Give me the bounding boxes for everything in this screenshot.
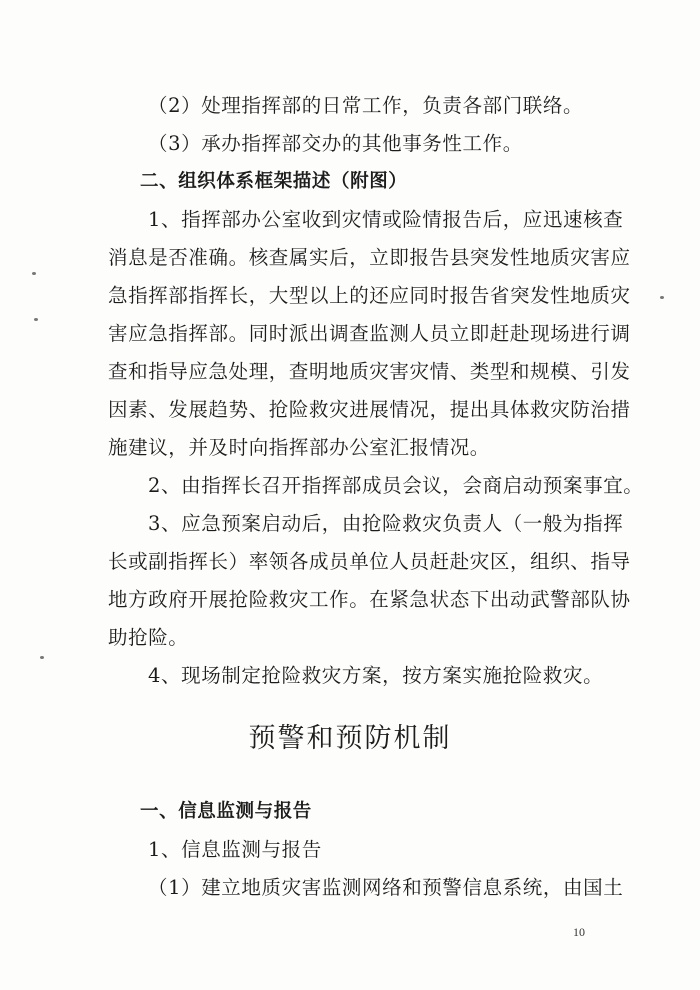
paragraph-line: 地方政府开展抢险救灾工作。在紧急状态下出动武警部队协 bbox=[108, 588, 631, 611]
paragraph-line: 4、现场制定抢险救灾方案，按方案实施抢险救灾。 bbox=[148, 664, 604, 687]
paragraph-line: 施建议，并及时向指挥部办公室汇报情况。 bbox=[108, 436, 490, 459]
page-number: 10 bbox=[573, 925, 585, 939]
section-heading: 二、组织体系框架描述（附图） bbox=[140, 171, 408, 192]
paragraph-line: 1、信息监测与报告 bbox=[148, 838, 322, 861]
paragraph-line: （2）处理指挥部的日常工作，负责各部门联络。 bbox=[148, 94, 584, 117]
paragraph-line: 助抢险。 bbox=[108, 626, 189, 649]
paragraph-line: 3、应急预案启动后，由抢险救灾负责人（一般为指挥 bbox=[148, 512, 624, 535]
paragraph-line: 因素、发展趋势、抢险救灾进展情况，提出具体救灾防治措 bbox=[108, 398, 631, 421]
paragraph-line: 1、指挥部办公室收到灾情或险情报告后，应迅速核查 bbox=[148, 208, 624, 231]
paragraph-line: 查和指导应急处理，查明地质灾害灾情、类型和规模、引发 bbox=[108, 360, 631, 383]
paragraph-line: 长或副指挥长）率领各成员单位人员赶赴灾区，组织、指导 bbox=[108, 550, 631, 573]
subsection-heading: 一、信息监测与报告 bbox=[140, 801, 312, 822]
scan-speck bbox=[660, 296, 664, 299]
scan-speck bbox=[32, 272, 36, 275]
paragraph-line: 消息是否准确。核查属实后，立即报告县突发性地质灾害应 bbox=[108, 246, 631, 269]
scan-speck bbox=[40, 656, 44, 659]
paragraph-line: 2、由指挥长召开指挥部成员会议，会商启动预案事宜。 bbox=[148, 474, 644, 497]
paragraph-line: 害应急指挥部。同时派出调查监测人员立即赶赴现场进行调 bbox=[108, 322, 631, 345]
paragraph-line: （1）建立地质灾害监测网络和预警信息系统，由国土 bbox=[148, 876, 624, 899]
scan-speck bbox=[34, 318, 38, 321]
paragraph-line: （3）承办指挥部交办的其他事务性工作。 bbox=[148, 132, 523, 155]
section-title: 预警和预防机制 bbox=[248, 723, 452, 754]
paragraph-line: 急指挥部指挥长，大型以上的还应同时报告省突发性地质灾 bbox=[108, 284, 631, 307]
